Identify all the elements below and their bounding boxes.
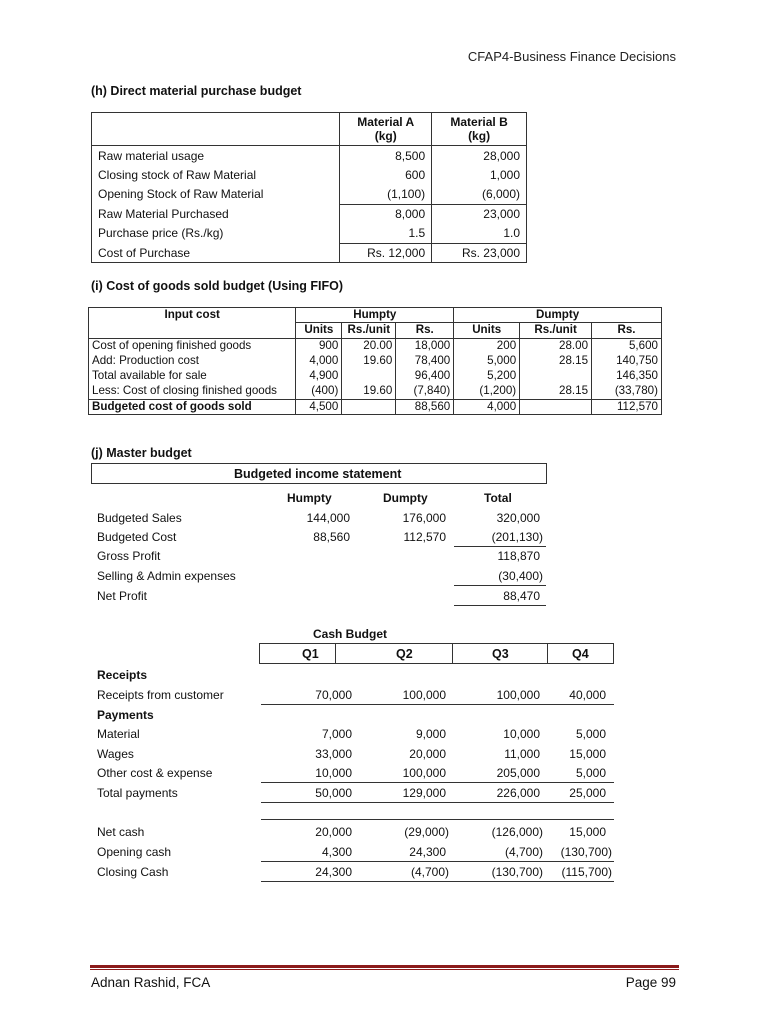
section-j-title: (j) Master budget <box>91 446 192 460</box>
quarter-header-box <box>259 643 614 664</box>
running-header: CFAP4-Business Finance Decisions <box>467 49 676 64</box>
col-dumpty: Dumpty <box>383 491 428 505</box>
col-total: Total <box>484 491 512 505</box>
cash-value: 25,000 <box>569 786 606 800</box>
income-value: 118,870 <box>497 549 540 563</box>
cash-value: 50,000 <box>315 786 352 800</box>
cash-budget-title: Cash Budget <box>313 627 388 641</box>
underline <box>454 546 546 547</box>
underline <box>454 605 546 606</box>
underline <box>261 704 614 705</box>
sub-header: Units <box>296 323 342 338</box>
cash-value: 20,000 <box>409 747 446 761</box>
cash-value: 24,300 <box>409 845 446 859</box>
header-material-b: Material B (kg) <box>432 113 527 146</box>
cash-value: (4,700) <box>410 865 449 879</box>
quarter-header: Q4 <box>572 647 589 661</box>
cash-row-label: Net cash <box>97 825 145 839</box>
income-row-label: Selling & Admin expenses <box>97 569 236 583</box>
footer-rule <box>90 969 679 970</box>
income-statement-title-box <box>91 463 547 484</box>
cash-value: 5,000 <box>575 766 606 780</box>
income-value: 88,470 <box>503 589 540 603</box>
cash-value: 40,000 <box>569 688 606 702</box>
table-row: Cost of Purchase Rs. 12,000 Rs. 23,000 <box>92 243 527 263</box>
quarter-header: Q3 <box>492 647 509 661</box>
cash-value: 205,000 <box>496 766 540 780</box>
cash-value: 226,000 <box>496 786 540 800</box>
table-row: Less: Cost of closing finished goods (400) 19.60 (7,840) (1,200) 28.15 (33,780) <box>89 384 662 399</box>
page-number: Page 99 <box>625 975 676 990</box>
underline <box>261 819 614 820</box>
payments-heading: Payments <box>97 708 154 722</box>
cash-value: 5,000 <box>575 727 606 741</box>
header-material-a: Material A (kg) <box>340 113 432 146</box>
underline <box>261 881 614 882</box>
underline <box>454 585 546 586</box>
table-row: Cost of opening finished goods 900 20.00 18,000 200 28.00 5,600 <box>89 338 662 353</box>
cash-value: (4,700) <box>504 845 543 859</box>
cash-value: 70,000 <box>315 688 352 702</box>
cash-value: 129,000 <box>402 786 446 800</box>
cash-row-label: Material <box>97 727 140 741</box>
income-value: (201,130) <box>491 530 543 544</box>
cash-value: 4,300 <box>321 845 352 859</box>
sub-header: Rs./unit <box>520 323 592 338</box>
table-row: Opening Stock of Raw Material (1,100) (6,000) <box>92 185 527 205</box>
cash-row-label: Total payments <box>97 786 178 800</box>
cash-value: (29,000) <box>404 825 449 839</box>
underline <box>261 861 614 862</box>
cash-value: 100,000 <box>402 688 446 702</box>
cash-value: 11,000 <box>504 747 540 761</box>
quarter-header: Q1 <box>302 647 319 661</box>
cash-value: 24,300 <box>315 865 352 879</box>
material-purchase-table <box>91 112 527 263</box>
header-empty-cell <box>92 113 340 146</box>
sub-header: Units <box>454 323 520 338</box>
underline <box>261 802 614 803</box>
col-humpty: Humpty <box>287 491 332 505</box>
income-value: (30,400) <box>498 569 543 583</box>
sub-header: Rs. <box>592 323 662 338</box>
dumpty-header: Dumpty <box>454 308 662 323</box>
cash-row-label: Receipts from customer <box>97 688 224 702</box>
table-row: Add: Production cost 4,000 19.60 78,400 5,000 28.15 140,750 <box>89 353 662 368</box>
table-row: Total available for sale 4,900 96,400 5,200 146,350 <box>89 369 662 384</box>
cash-value: 9,000 <box>415 727 446 741</box>
sub-header: Rs. <box>396 323 454 338</box>
income-value: 112,570 <box>403 530 446 544</box>
table-row: Raw material usage 8,500 28,000 <box>92 146 527 166</box>
quarter-header: Q2 <box>396 647 413 661</box>
income-row-label: Budgeted Sales <box>97 511 182 525</box>
income-row-label: Budgeted Cost <box>97 530 177 544</box>
income-statement-title: Budgeted income statement <box>234 467 402 481</box>
cash-value: 15,000 <box>569 747 606 761</box>
section-h-title: (h) Direct material purchase budget <box>91 84 302 98</box>
cogs-budget-table <box>88 307 662 415</box>
footer-rule <box>90 965 679 968</box>
cash-value: 100,000 <box>496 688 540 702</box>
table-row: Closing stock of Raw Material 600 1,000 <box>92 165 527 185</box>
humpty-header: Humpty <box>296 308 454 323</box>
cash-value: (130,700) <box>491 865 543 879</box>
cash-row-label: Wages <box>97 747 134 761</box>
cash-value: 7,000 <box>321 727 352 741</box>
underline <box>261 782 614 783</box>
income-value: 320,000 <box>496 511 540 525</box>
table-row: Budgeted cost of goods sold 4,500 88,560 4,000 112,570 <box>89 399 662 414</box>
cash-value: 10,000 <box>503 727 540 741</box>
cash-value: 10,000 <box>315 766 352 780</box>
income-value: 88,560 <box>313 530 350 544</box>
income-row-label: Net Profit <box>97 589 148 603</box>
table-row: Raw Material Purchased 8,000 23,000 <box>92 204 527 224</box>
cash-value: 33,000 <box>315 747 352 761</box>
input-cost-header: Input cost <box>89 308 296 339</box>
table-row: Purchase price (Rs./kg) 1.5 1.0 <box>92 224 527 244</box>
income-value: 176,000 <box>402 511 446 525</box>
cash-row-label: Opening cash <box>97 845 172 859</box>
cash-row-label: Closing Cash <box>97 865 169 879</box>
cash-value: (130,700) <box>560 845 612 859</box>
income-row-label: Gross Profit <box>97 549 161 563</box>
footer-author: Adnan Rashid, FCA <box>91 975 211 990</box>
cash-value: (126,000) <box>491 825 543 839</box>
income-value: 144,000 <box>306 511 350 525</box>
section-i-title: (i) Cost of goods sold budget (Using FIFO) <box>91 279 344 293</box>
cash-value: 100,000 <box>402 766 446 780</box>
cash-value: (115,700) <box>561 865 612 879</box>
cash-value: 15,000 <box>569 825 606 839</box>
cash-row-label: Other cost & expense <box>97 766 213 780</box>
cash-value: 20,000 <box>315 825 352 839</box>
receipts-heading: Receipts <box>97 668 148 682</box>
sub-header: Rs./unit <box>342 323 396 338</box>
